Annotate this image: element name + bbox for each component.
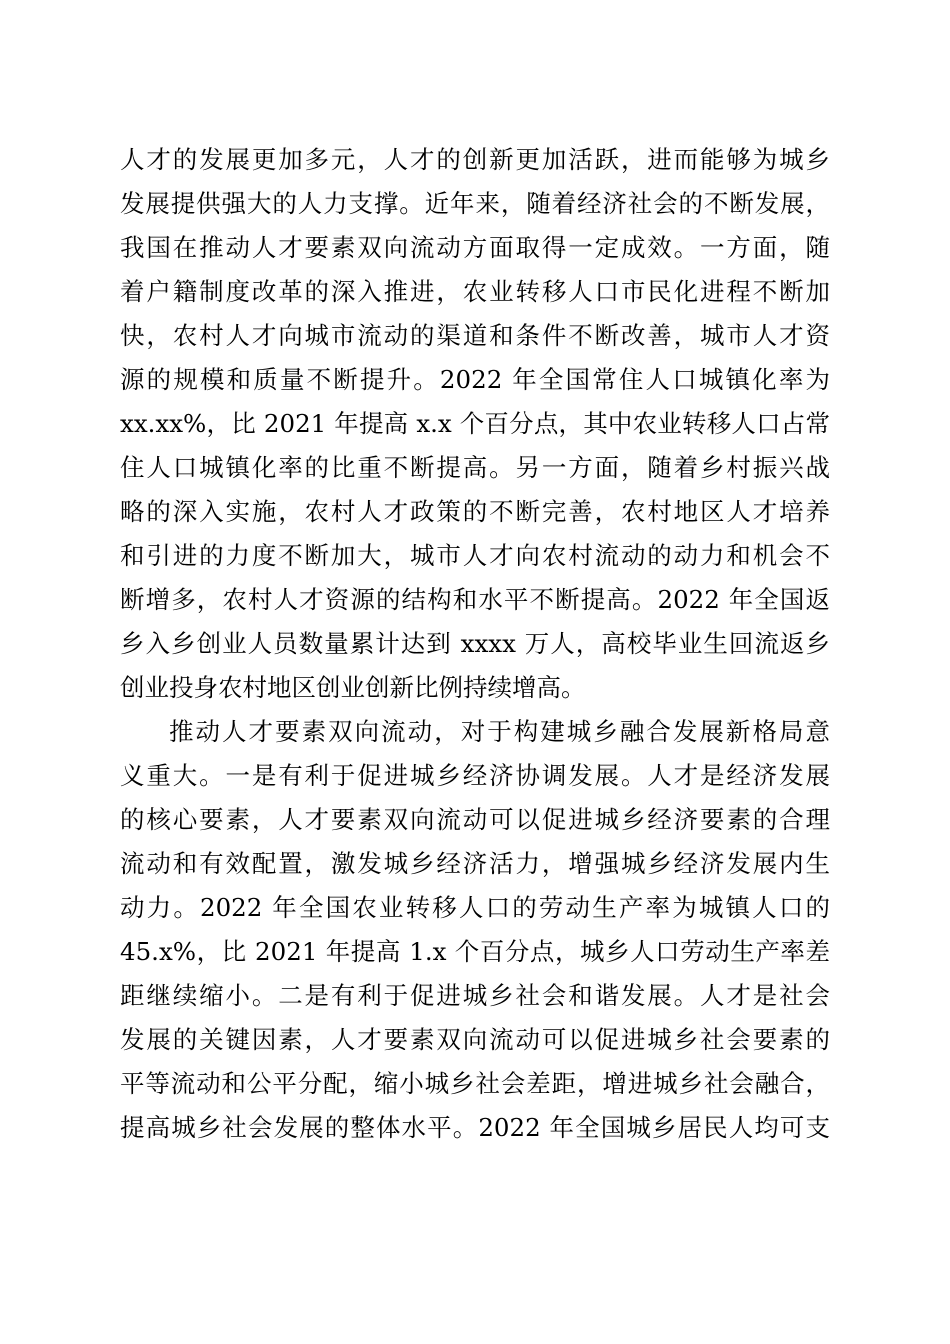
text-line: 略的深入实施，农村人才政策的不断完善，农村地区人才培养 xyxy=(120,497,830,526)
text-line: 快，农村人才向城市流动的渠道和条件不断改善，城市人才资 xyxy=(120,321,830,350)
text-line: 义重大。一是有利于促进城乡经济协调发展。人才是经济发展 xyxy=(120,761,830,790)
text-line: 发展的关键因素，人才要素双向流动可以促进城乡社会要素的 xyxy=(120,1025,830,1054)
text-line: 推动人才要素双向流动，对于构建城乡融合发展新格局意 xyxy=(169,717,830,746)
text-line: 45.x%，比 2021 年提高 1.x 个百分点，城乡人口劳动生产率差 xyxy=(120,937,830,966)
text-line: xx.xx%，比 2021 年提高 x.x 个百分点，其中农业转移人口占常 xyxy=(120,409,830,438)
text-line: 流动和有效配置，激发城乡经济活力，增强城乡经济发展内生 xyxy=(120,849,830,878)
text-line: 住人口城镇化率的比重不断提高。另一方面，随着乡村振兴战 xyxy=(120,453,830,482)
paragraph-1 xyxy=(120,138,830,710)
text-line: 发展提供强大的人力支撑。近年来，随着经济社会的不断发展， xyxy=(120,189,830,218)
document-body xyxy=(120,138,830,1150)
text-line: 乡入乡创业人员数量累计达到 xxxx 万人，高校毕业生回流返乡 xyxy=(120,629,830,658)
text-line: 的核心要素，人才要素双向流动可以促进城乡经济要素的合理 xyxy=(120,805,830,834)
text-line: 距继续缩小。二是有利于促进城乡社会和谐发展。人才是社会 xyxy=(120,981,830,1010)
text-line: 人才的发展更加多元，人才的创新更加活跃，进而能够为城乡 xyxy=(120,145,830,174)
text-line: 源的规模和质量不断提升。2022 年全国常住人口城镇化率为 xyxy=(120,365,830,394)
text-line: 断增多，农村人才资源的结构和水平不断提高。2022 年全国返 xyxy=(120,585,830,614)
text-line: 平等流动和公平分配，缩小城乡社会差距，增进城乡社会融合， xyxy=(120,1069,830,1098)
text-line: 和引进的力度不断加大，城市人才向农村流动的动力和机会不 xyxy=(120,541,830,570)
text-line: 提高城乡社会发展的整体水平。2022 年全国城乡居民人均可支 xyxy=(120,1113,830,1142)
text-line: 创业投身农村地区创业创新比例持续增高。 xyxy=(120,673,586,702)
text-line: 动力。2022 年全国农业转移人口的劳动生产率为城镇人口的 xyxy=(120,893,830,922)
paragraph-2 xyxy=(120,710,830,1150)
text-line: 我国在推动人才要素双向流动方面取得一定成效。一方面，随 xyxy=(120,233,830,262)
text-line: 着户籍制度改革的深入推进，农业转移人口市民化进程不断加 xyxy=(120,277,830,306)
